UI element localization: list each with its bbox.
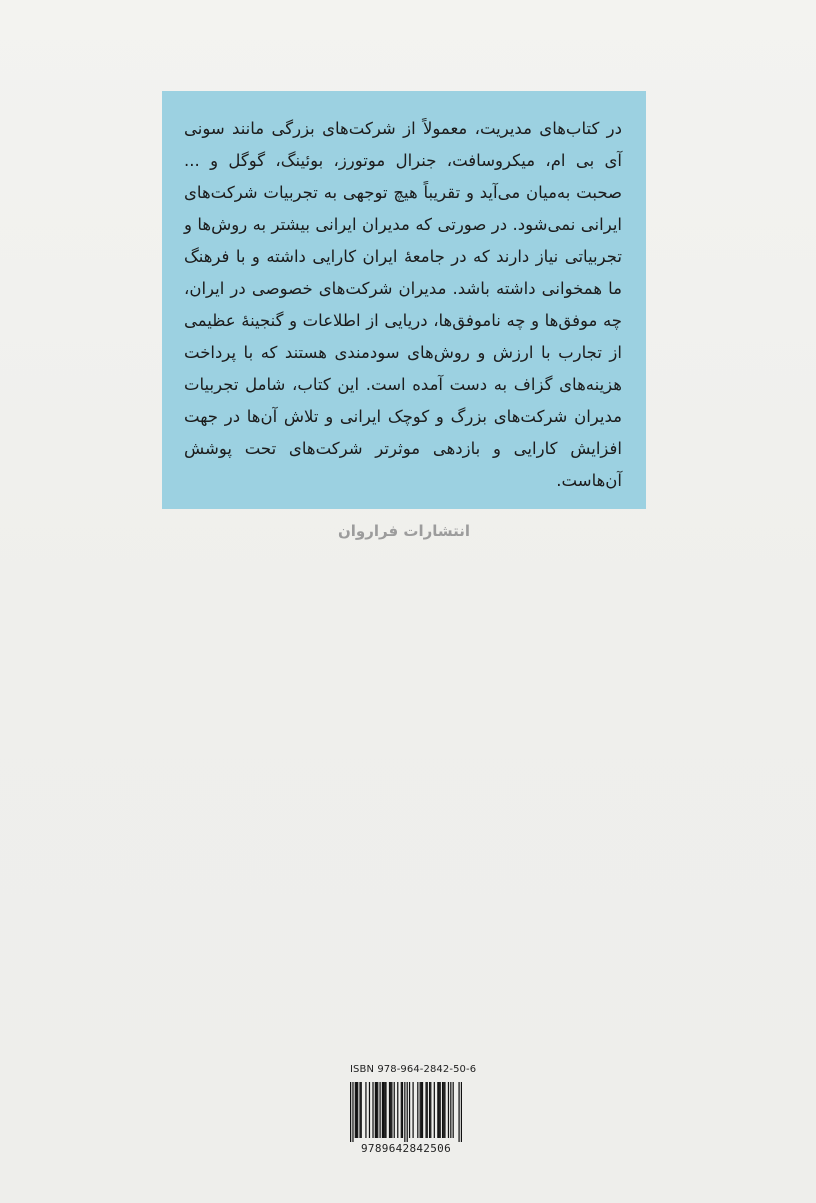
barcode-bar <box>397 1082 398 1138</box>
barcode-bar <box>453 1082 454 1138</box>
barcode-bar <box>425 1082 426 1138</box>
barcode-bar <box>438 1082 439 1138</box>
barcode-bar <box>421 1082 422 1138</box>
barcode-bar <box>444 1082 445 1138</box>
barcode-bar <box>434 1082 435 1138</box>
barcode-bar <box>430 1082 431 1138</box>
barcode-bar <box>412 1082 413 1138</box>
publisher-name: انتشارات فراروان <box>337 522 471 540</box>
barcode-digits: 9789642842506 <box>361 1142 451 1155</box>
barcode-bar <box>357 1082 358 1138</box>
barcode-bar <box>422 1082 423 1138</box>
barcode-bar <box>384 1082 385 1138</box>
barcode-bar <box>356 1082 357 1138</box>
barcode-bar <box>409 1082 410 1138</box>
barcode-bar <box>401 1082 402 1138</box>
barcode-bar <box>437 1082 438 1138</box>
barcode-bar <box>355 1082 356 1138</box>
isbn-barcode-block <box>350 1062 477 1158</box>
barcode-bar <box>382 1082 383 1138</box>
barcode-bar <box>417 1082 418 1138</box>
barcode-bar <box>394 1082 395 1138</box>
barcode-bar <box>372 1082 373 1138</box>
barcode-bar <box>391 1082 392 1138</box>
barcode-bar <box>383 1082 384 1138</box>
barcode-bar <box>361 1082 362 1138</box>
barcode-bar <box>352 1082 353 1142</box>
blurb-text: در کتاب‌های مدیریت، معمولاً از شرکت‌های بزرگی مانند سونی آی بی ام، میکروسافت، جنرال موتورز، بوئینگ، گوگل و ... صحبت به‌میان می‌آید و تقریباً هیچ توجهی به تجربیات شرکت‌های ایرانی نمی‌شود. در صورتی که مدیران ایرانی بیشتر به روش‌ها و تجربیاتی نیاز دارند که در جامعهٔ ایران کارایی داشته و با فرهنگ ما همخوانی داشته باشد. مدیران شرکت‌های خصوصی در ایران، چه موفق‌ها و چه ناموفق‌ها، دریایی از اطلاعات و گنجینهٔ عظیمی از تجارب با ارزش و روش‌های سودمندی هستند که با پرداخت هزینه‌های گزاف به دست آمده است. این کتاب، شامل تجربیات مدیران شرکت‌های بزرگ و کوچک ایرانی و تلاش آن‌ها در جهت افزایش کارایی و بازدهی موثرتر شرکت‌های تحت پوشش آن‌هاست. <box>184 119 622 490</box>
barcode-bar <box>448 1082 449 1138</box>
barcode-bar <box>365 1082 366 1138</box>
barcode-bar <box>350 1082 351 1142</box>
blurb-box <box>162 91 646 509</box>
barcode <box>350 1082 462 1142</box>
barcode-bar <box>390 1082 391 1138</box>
barcode-bar <box>389 1082 390 1138</box>
barcode-bar <box>376 1082 377 1138</box>
barcode-bar <box>429 1082 430 1138</box>
barcode-bar <box>427 1082 428 1138</box>
barcode-bar <box>385 1082 386 1138</box>
barcode-bar <box>440 1082 441 1138</box>
barcode-bar <box>450 1082 451 1138</box>
isbn-label: ISBN 978-964-2842-50-6 <box>350 1064 477 1075</box>
barcode-bar <box>420 1082 421 1138</box>
barcode-bar <box>369 1082 370 1138</box>
barcode-bar <box>404 1082 405 1142</box>
barcode-bar <box>443 1082 444 1138</box>
barcode-bar <box>461 1082 462 1142</box>
barcode-bar <box>458 1082 459 1142</box>
barcode-bar <box>359 1082 360 1138</box>
barcode-bar <box>375 1082 376 1138</box>
barcode-bar <box>377 1082 378 1138</box>
barcode-bar <box>402 1082 403 1138</box>
barcode-bar <box>379 1082 380 1138</box>
barcode-bar <box>442 1082 443 1138</box>
barcode-bar <box>407 1082 408 1142</box>
